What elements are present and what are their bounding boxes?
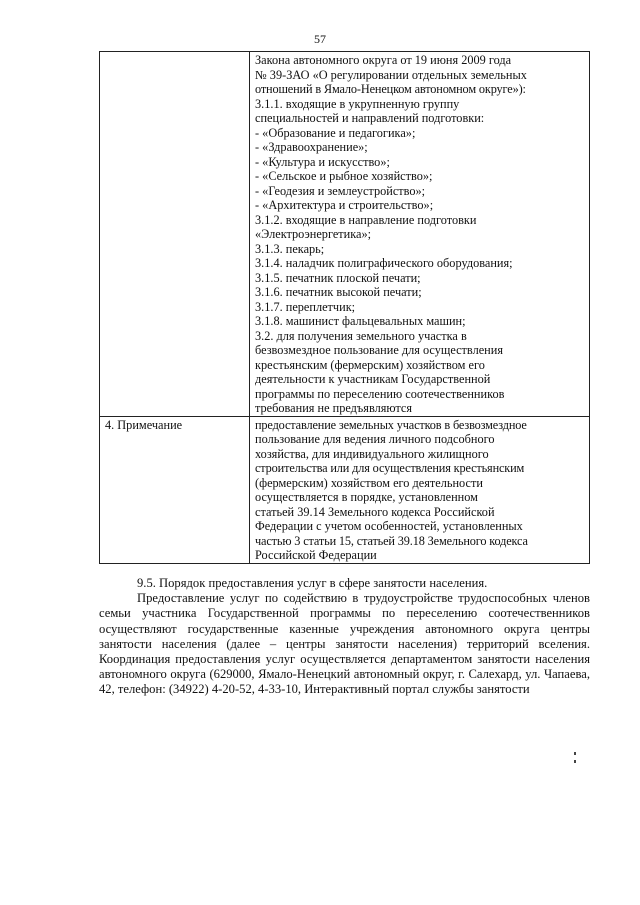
scan-speck [574,760,576,763]
text-line: крестьянским (фермерским) хозяйством его [255,357,485,372]
body-paragraph: Предоставление услуг по содействию в трудоустройстве трудоспособных членов семьи участника Государственной программы по переселению соотечественников осуществляют государственные казенные учреждения автономного округа центры занятости населения (далее – центры занятости населения) территорий вселения. Координация предоставления услуг осуществляется департаментом занятости населения автономного округа (629000, Ямало-Ненецкий автономный округ, г. Салехард, ул. Чапаева, 42, телефон: (34922) 4-20-52, 4-33-10, Интерактивный портал службы занятости [99,591,590,697]
text-line: отношений в Ямало-Ненецком автономном округе»): [255,82,526,96]
row1-left-cell [100,52,250,417]
section-heading: 9.5. Порядок предоставления услуг в сфере занятости населения. [137,576,488,590]
text-line: 3.1.1. входящие в укрупненную группу [255,96,460,111]
text-line: - «Здравоохранение»; [255,140,368,154]
table-row [100,416,590,563]
conditions-table [99,51,590,564]
text-line: предоставление земельных участков в безвозмездное [255,417,527,432]
text-line: № 39-ЗАО «О регулировании отдельных земельных [255,67,527,82]
row2-left-cell: 4. Примечание [100,416,250,563]
text-line: осуществляется в порядке, установленном [255,490,478,504]
text-line: строительства или для осуществления крестьянским [255,461,525,475]
text-line: пользование для ведения личного подсобного [255,432,495,446]
text-line: Федерации с учетом особенностей, установленных [255,519,523,533]
text-line: программы по переселению соотечественников [255,386,505,401]
text-line: (фермерским) хозяйством его деятельности [255,475,483,490]
text-line: - «Культура и искусство»; [255,154,390,169]
page-number: 57 [314,32,326,46]
row2-right-cell [250,416,590,563]
text-line: хозяйства, для индивидуального жилищного [255,446,489,461]
text-line: 3.1.4. наладчик полиграфического оборудования; [255,256,513,270]
text-line: 3.1.7. переплетчик; [255,299,356,314]
text-line: Российской Федерации [255,548,377,562]
text-line: статьей 39.14 Земельного кодекса Российской [255,504,495,519]
text-line: требования не предъявляются [255,401,413,415]
text-line: 3.1.2. входящие в направление подготовки [255,212,477,227]
text-line: - «Сельское и рыбное хозяйство»; [255,169,433,183]
text-line: безвозмездное пользование для осуществления [255,343,503,357]
text-line: - «Архитектура и строительство»; [255,198,434,212]
text-line: специальностей и направлений подготовки: [255,111,485,125]
text-line: 3.2. для получения земельного участка в [255,328,467,343]
text-line: Закона автономного округа от 19 июня 2009 года [255,53,512,67]
text-line: 3.1.5. печатник плоской печати; [255,270,421,285]
text-line: 3.1.8. машинист фальцевальных машин; [255,314,466,328]
table-row [100,52,590,417]
text-line: 3.1.6. печатник высокой печати; [255,285,422,299]
text-line: - «Геодезия и землеустройство»; [255,183,426,198]
text-line: частью 3 статьи 15, статьей 39.18 Земельного кодекса [255,533,528,548]
text-line: 3.1.3. пекарь; [255,241,325,256]
text-line: «Электроэнергетика»; [255,227,372,241]
text-line: - «Образование и педагогика»; [255,125,416,140]
text-line: деятельности к участникам Государственной [255,372,491,386]
body-text [99,576,590,698]
row1-right-cell [250,52,590,417]
scan-speck [574,752,576,755]
